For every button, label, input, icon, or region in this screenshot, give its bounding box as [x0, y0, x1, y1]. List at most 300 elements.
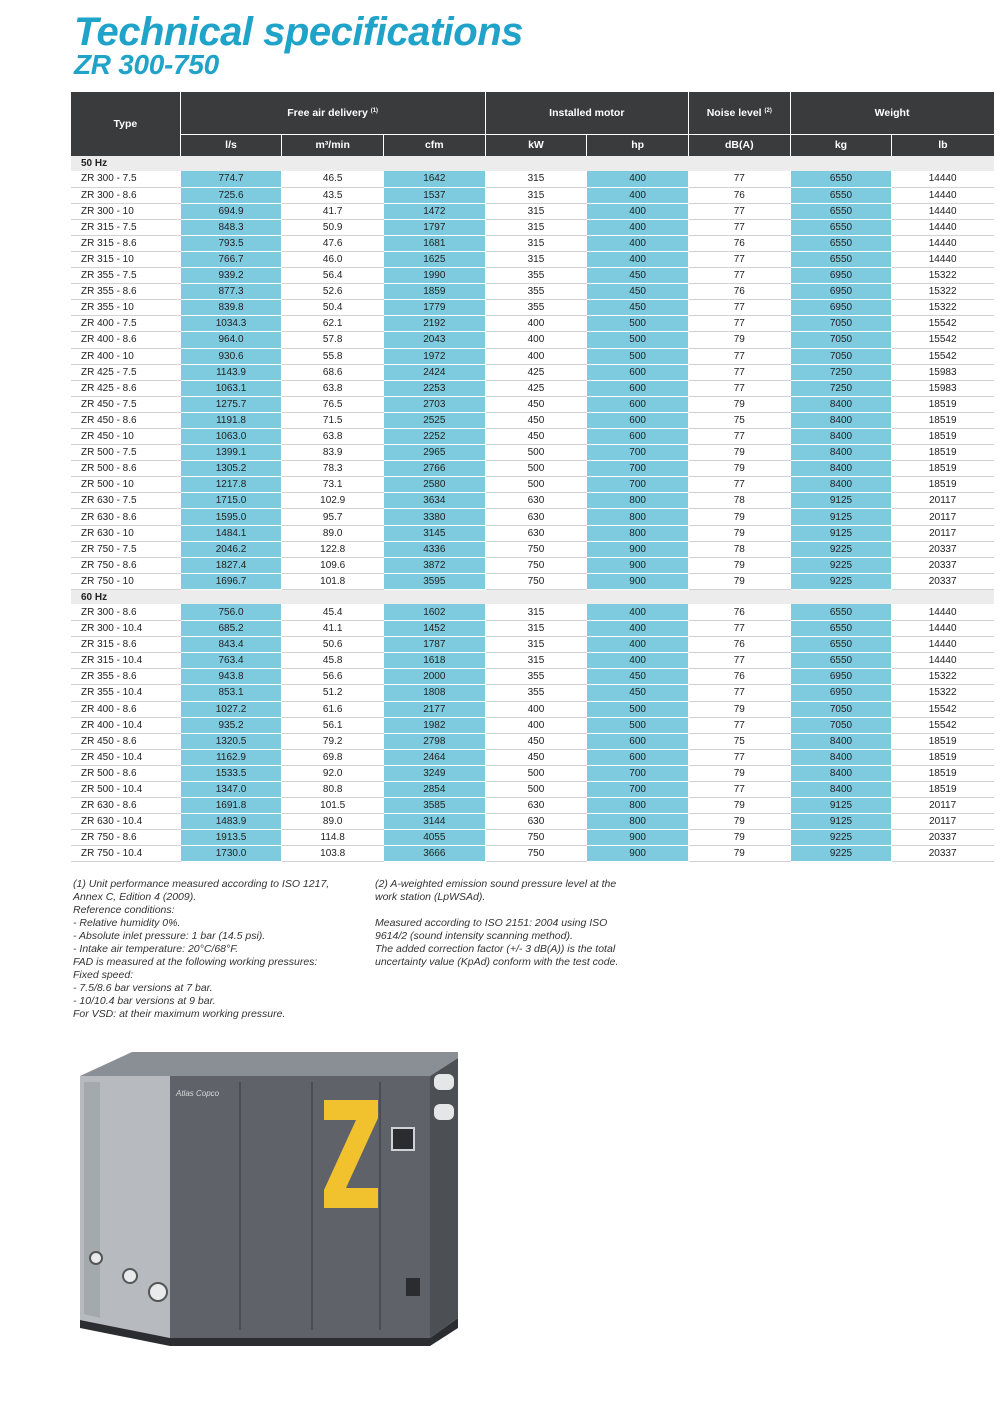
value-cell: 6950 — [790, 268, 892, 284]
value-cell: 41.1 — [282, 621, 384, 637]
value-cell: 315 — [485, 653, 587, 669]
value-cell: 1027.2 — [180, 701, 282, 717]
value-cell: 400 — [587, 171, 689, 187]
header-free-air-delivery: Free air delivery $^{(1)}$ — [180, 92, 485, 134]
value-cell: 77 — [688, 781, 790, 797]
table-row — [71, 332, 994, 348]
value-cell: 79 — [688, 509, 790, 525]
value-cell: 15542 — [892, 348, 994, 364]
value-cell: 800 — [587, 525, 689, 541]
model-type-cell: ZR 450 - 7.5 — [71, 396, 180, 412]
spec-table — [71, 92, 994, 862]
footnote-line: Measured according to ISO 2151: 2004 using ISO — [375, 917, 608, 929]
value-cell: 18519 — [892, 445, 994, 461]
unit-header: l/s — [180, 134, 282, 156]
model-type-cell: ZR 300 - 7.5 — [71, 171, 180, 187]
unit-header: hp — [587, 134, 689, 156]
value-cell: 630 — [485, 493, 587, 509]
model-type-cell: ZR 500 - 8.6 — [71, 461, 180, 477]
value-cell: 6950 — [790, 669, 892, 685]
value-cell: 43.5 — [282, 187, 384, 203]
value-cell: 1217.8 — [180, 477, 282, 493]
value-cell: 20337 — [892, 830, 994, 846]
value-cell: 18519 — [892, 765, 994, 781]
table-row — [71, 637, 994, 653]
value-cell: 2046.2 — [180, 541, 282, 557]
footnote-line: work station (LpWSAd). — [375, 891, 486, 903]
value-cell: 1034.3 — [180, 316, 282, 332]
value-cell: 1972 — [383, 348, 485, 364]
value-cell: 1483.9 — [180, 814, 282, 830]
value-cell: 3872 — [383, 557, 485, 573]
value-cell: 400 — [485, 348, 587, 364]
compressor-image — [70, 1048, 470, 1348]
model-type-cell: ZR 315 - 8.6 — [71, 235, 180, 251]
model-type-cell: ZR 355 - 8.6 — [71, 669, 180, 685]
value-cell: 800 — [587, 493, 689, 509]
value-cell: 8400 — [790, 461, 892, 477]
value-cell: 46.0 — [282, 251, 384, 267]
table-row — [71, 461, 994, 477]
table-row — [71, 477, 994, 493]
value-cell: 79 — [688, 461, 790, 477]
value-cell: 400 — [587, 251, 689, 267]
value-cell: 89.0 — [282, 814, 384, 830]
value-cell: 15542 — [892, 332, 994, 348]
value-cell: 15542 — [892, 717, 994, 733]
model-type-cell: ZR 750 - 10 — [71, 573, 180, 589]
value-cell: 15322 — [892, 685, 994, 701]
model-type-cell: ZR 500 - 10 — [71, 477, 180, 493]
value-cell: 76 — [688, 187, 790, 203]
value-cell: 2177 — [383, 701, 485, 717]
value-cell: 77 — [688, 477, 790, 493]
value-cell: 18519 — [892, 396, 994, 412]
value-cell: 18519 — [892, 733, 994, 749]
value-cell: 500 — [485, 477, 587, 493]
value-cell: 15322 — [892, 300, 994, 316]
value-cell: 400 — [587, 637, 689, 653]
value-cell: 69.8 — [282, 749, 384, 765]
header-weight: Weight — [790, 92, 993, 134]
value-cell: 400 — [485, 717, 587, 733]
unit-header: dB(A) — [688, 134, 790, 156]
model-type-cell: ZR 300 - 10.4 — [71, 621, 180, 637]
value-cell: 14440 — [892, 187, 994, 203]
value-cell: 3585 — [383, 798, 485, 814]
model-type-cell: ZR 315 - 7.5 — [71, 219, 180, 235]
control-display-icon — [392, 1128, 414, 1150]
value-cell: 315 — [485, 251, 587, 267]
value-cell: 7050 — [790, 332, 892, 348]
value-cell: 52.6 — [282, 284, 384, 300]
value-cell: 4336 — [383, 541, 485, 557]
table-row — [71, 781, 994, 797]
value-cell: 77 — [688, 749, 790, 765]
value-cell: 1305.2 — [180, 461, 282, 477]
value-cell: 1191.8 — [180, 412, 282, 428]
model-type-cell: ZR 315 - 8.6 — [71, 637, 180, 653]
value-cell: 8400 — [790, 429, 892, 445]
footnote-line: (1) Unit performance measured according to ISO 1217, — [73, 878, 330, 890]
value-cell: 18519 — [892, 429, 994, 445]
value-cell: 2766 — [383, 461, 485, 477]
footnote-line: For VSD: at their maximum working pressure. — [73, 1008, 286, 1020]
value-cell: 450 — [485, 733, 587, 749]
value-cell: 63.8 — [282, 429, 384, 445]
footnote-line: Fixed speed: — [73, 969, 134, 981]
value-cell: 9125 — [790, 798, 892, 814]
value-cell: 450 — [485, 429, 587, 445]
value-cell: 50.6 — [282, 637, 384, 653]
value-cell: 56.6 — [282, 669, 384, 685]
footnote-line: The added correction factor (+/- 3 dB(A)) is the total — [375, 943, 616, 955]
table-row — [71, 717, 994, 733]
value-cell: 853.1 — [180, 685, 282, 701]
value-cell: 114.8 — [282, 830, 384, 846]
table-row — [71, 364, 994, 380]
value-cell: 1162.9 — [180, 749, 282, 765]
model-type-cell: ZR 750 - 10.4 — [71, 846, 180, 862]
value-cell: 15983 — [892, 364, 994, 380]
value-cell: 315 — [485, 171, 587, 187]
table-row — [71, 348, 994, 364]
value-cell: 14440 — [892, 621, 994, 637]
value-cell: 9225 — [790, 846, 892, 862]
model-type-cell: ZR 315 - 10.4 — [71, 653, 180, 669]
value-cell: 15983 — [892, 380, 994, 396]
value-cell: 75 — [688, 412, 790, 428]
value-cell: 18519 — [892, 412, 994, 428]
footnote-line: (2) A-weighted emission sound pressure level at the — [375, 878, 617, 890]
value-cell: 315 — [485, 621, 587, 637]
value-cell: 500 — [485, 445, 587, 461]
value-cell: 3666 — [383, 846, 485, 862]
value-cell: 1484.1 — [180, 525, 282, 541]
value-cell: 8400 — [790, 396, 892, 412]
value-cell: 750 — [485, 830, 587, 846]
value-cell: 6950 — [790, 685, 892, 701]
value-cell: 355 — [485, 669, 587, 685]
model-type-cell: ZR 630 - 8.6 — [71, 509, 180, 525]
table-row — [71, 284, 994, 300]
model-type-cell: ZR 400 - 8.6 — [71, 701, 180, 717]
value-cell: 400 — [587, 235, 689, 251]
table-row — [71, 316, 994, 332]
value-cell: 1625 — [383, 251, 485, 267]
model-type-cell: ZR 400 - 10 — [71, 348, 180, 364]
value-cell: 750 — [485, 846, 587, 862]
model-type-cell: ZR 750 - 7.5 — [71, 541, 180, 557]
value-cell: 1533.5 — [180, 765, 282, 781]
value-cell: 76.5 — [282, 396, 384, 412]
table-row — [71, 573, 994, 589]
value-cell: 1982 — [383, 717, 485, 733]
value-cell: 79 — [688, 396, 790, 412]
table-row — [71, 268, 994, 284]
model-type-cell: ZR 425 - 8.6 — [71, 380, 180, 396]
value-cell: 6550 — [790, 604, 892, 620]
footnote-line: - 7.5/8.6 bar versions at 7 bar. — [73, 982, 213, 994]
value-cell: 930.6 — [180, 348, 282, 364]
footnotes-left — [73, 878, 363, 1021]
value-cell: 600 — [587, 364, 689, 380]
section-label: 60 Hz — [71, 589, 994, 604]
value-cell: 61.6 — [282, 701, 384, 717]
footnote-line: Reference conditions: — [73, 904, 175, 916]
model-type-cell: ZR 630 - 10 — [71, 525, 180, 541]
value-cell: 843.4 — [180, 637, 282, 653]
value-cell: 400 — [587, 604, 689, 620]
value-cell: 14440 — [892, 637, 994, 653]
value-cell: 79 — [688, 798, 790, 814]
table-row — [71, 685, 994, 701]
value-cell: 101.8 — [282, 573, 384, 589]
value-cell: 71.5 — [282, 412, 384, 428]
table-row — [71, 525, 994, 541]
value-cell: 79 — [688, 830, 790, 846]
value-cell: 109.6 — [282, 557, 384, 573]
value-cell: 600 — [587, 380, 689, 396]
value-cell: 2965 — [383, 445, 485, 461]
table-row — [71, 203, 994, 219]
value-cell: 55.8 — [282, 348, 384, 364]
compressor-front — [170, 1076, 430, 1338]
table-row — [71, 235, 994, 251]
value-cell: 9125 — [790, 814, 892, 830]
table-row — [71, 187, 994, 203]
value-cell: 77 — [688, 685, 790, 701]
unit-header: kg — [790, 134, 892, 156]
value-cell: 900 — [587, 573, 689, 589]
value-cell: 8400 — [790, 412, 892, 428]
value-cell: 400 — [485, 332, 587, 348]
value-cell: 103.8 — [282, 846, 384, 862]
value-cell: 101.5 — [282, 798, 384, 814]
value-cell: 45.8 — [282, 653, 384, 669]
model-type-cell: ZR 500 - 8.6 — [71, 765, 180, 781]
table-row — [71, 765, 994, 781]
model-type-cell: ZR 425 - 7.5 — [71, 364, 180, 380]
value-cell: 1602 — [383, 604, 485, 620]
value-cell: 9225 — [790, 830, 892, 846]
value-cell: 9125 — [790, 509, 892, 525]
value-cell: 1063.0 — [180, 429, 282, 445]
value-cell: 1827.4 — [180, 557, 282, 573]
value-cell: 80.8 — [282, 781, 384, 797]
value-cell: 20117 — [892, 798, 994, 814]
value-cell: 63.8 — [282, 380, 384, 396]
value-cell: 50.9 — [282, 219, 384, 235]
value-cell: 7050 — [790, 717, 892, 733]
value-cell: 20337 — [892, 541, 994, 557]
footnote-line: - Absolute inlet pressure: 1 bar (14.5 psi). — [73, 930, 266, 942]
value-cell: 7250 — [790, 364, 892, 380]
value-cell: 7050 — [790, 316, 892, 332]
table-row — [71, 814, 994, 830]
value-cell: 62.1 — [282, 316, 384, 332]
value-cell: 18519 — [892, 749, 994, 765]
value-cell: 1808 — [383, 685, 485, 701]
value-cell: 450 — [587, 284, 689, 300]
value-cell: 6550 — [790, 637, 892, 653]
value-cell: 315 — [485, 637, 587, 653]
value-cell: 839.8 — [180, 300, 282, 316]
brand-label: Atlas Copco — [176, 1089, 220, 1098]
footnote-line: - Relative humidity 0%. — [73, 917, 181, 929]
value-cell: 76 — [688, 235, 790, 251]
value-cell: 500 — [587, 348, 689, 364]
model-type-cell: ZR 400 - 10.4 — [71, 717, 180, 733]
header-type: Type — [71, 92, 180, 156]
value-cell: 700 — [587, 445, 689, 461]
value-cell: 79.2 — [282, 733, 384, 749]
unit-header: cfm — [383, 134, 485, 156]
value-cell: 1730.0 — [180, 846, 282, 862]
value-cell: 9125 — [790, 525, 892, 541]
value-cell: 14440 — [892, 203, 994, 219]
value-cell: 500 — [485, 765, 587, 781]
value-cell: 79 — [688, 525, 790, 541]
value-cell: 939.2 — [180, 268, 282, 284]
model-type-cell: ZR 630 - 7.5 — [71, 493, 180, 509]
value-cell: 77 — [688, 203, 790, 219]
value-cell: 8400 — [790, 445, 892, 461]
value-cell: 6550 — [790, 235, 892, 251]
value-cell: 79 — [688, 332, 790, 348]
value-cell: 600 — [587, 733, 689, 749]
table-row — [71, 300, 994, 316]
value-cell: 77 — [688, 653, 790, 669]
model-type-cell: ZR 450 - 8.6 — [71, 733, 180, 749]
value-cell: 9225 — [790, 573, 892, 589]
value-cell: 1913.5 — [180, 830, 282, 846]
table-row — [71, 509, 994, 525]
value-cell: 18519 — [892, 781, 994, 797]
value-cell: 79 — [688, 573, 790, 589]
value-cell: 8400 — [790, 765, 892, 781]
value-cell: 15322 — [892, 669, 994, 685]
value-cell: 6550 — [790, 251, 892, 267]
value-cell: 9125 — [790, 493, 892, 509]
table-row — [71, 219, 994, 235]
value-cell: 600 — [587, 749, 689, 765]
value-cell: 14440 — [892, 171, 994, 187]
value-cell: 1537 — [383, 187, 485, 203]
value-cell: 943.8 — [180, 669, 282, 685]
value-cell: 77 — [688, 380, 790, 396]
value-cell: 800 — [587, 509, 689, 525]
value-cell: 2192 — [383, 316, 485, 332]
value-cell: 500 — [485, 781, 587, 797]
value-cell: 700 — [587, 461, 689, 477]
value-cell: 77 — [688, 717, 790, 733]
value-cell: 2252 — [383, 429, 485, 445]
value-cell: 41.7 — [282, 203, 384, 219]
value-cell: 1787 — [383, 637, 485, 653]
value-cell: 6950 — [790, 284, 892, 300]
value-cell: 15542 — [892, 701, 994, 717]
value-cell: 4055 — [383, 830, 485, 846]
value-cell: 8400 — [790, 749, 892, 765]
table-row — [71, 380, 994, 396]
value-cell: 78.3 — [282, 461, 384, 477]
value-cell: 76 — [688, 284, 790, 300]
value-cell: 15322 — [892, 268, 994, 284]
value-cell: 9225 — [790, 541, 892, 557]
value-cell: 46.5 — [282, 171, 384, 187]
table-row — [71, 445, 994, 461]
value-cell: 50.4 — [282, 300, 384, 316]
table-row — [71, 251, 994, 267]
value-cell: 7050 — [790, 701, 892, 717]
value-cell: 600 — [587, 412, 689, 428]
value-cell: 2580 — [383, 477, 485, 493]
value-cell: 6550 — [790, 203, 892, 219]
value-cell: 2043 — [383, 332, 485, 348]
value-cell: 2854 — [383, 781, 485, 797]
value-cell: 6550 — [790, 219, 892, 235]
value-cell: 78 — [688, 541, 790, 557]
value-cell: 3634 — [383, 493, 485, 509]
value-cell: 2464 — [383, 749, 485, 765]
value-cell: 9225 — [790, 557, 892, 573]
value-cell: 700 — [587, 781, 689, 797]
value-cell: 83.9 — [282, 445, 384, 461]
value-cell: 6550 — [790, 653, 892, 669]
model-type-cell: ZR 630 - 10.4 — [71, 814, 180, 830]
footnote-line: Annex C, Edition 4 (2009). — [73, 891, 197, 903]
value-cell: 450 — [485, 412, 587, 428]
value-cell: 75 — [688, 733, 790, 749]
page-subtitle: ZR 300-750 — [74, 49, 219, 80]
model-type-cell: ZR 300 - 8.6 — [71, 187, 180, 203]
value-cell: 20117 — [892, 525, 994, 541]
value-cell: 14440 — [892, 219, 994, 235]
value-cell: 500 — [587, 332, 689, 348]
value-cell: 964.0 — [180, 332, 282, 348]
footnote-line: - 10/10.4 bar versions at 9 bar. — [73, 995, 216, 1007]
value-cell: 76 — [688, 604, 790, 620]
value-cell: 47.6 — [282, 235, 384, 251]
value-cell: 3145 — [383, 525, 485, 541]
model-type-cell: ZR 400 - 8.6 — [71, 332, 180, 348]
table-row — [71, 493, 994, 509]
value-cell: 900 — [587, 541, 689, 557]
value-cell: 1642 — [383, 171, 485, 187]
model-type-cell: ZR 400 - 7.5 — [71, 316, 180, 332]
page-title: Technical specifications — [74, 10, 523, 54]
value-cell: 763.4 — [180, 653, 282, 669]
value-cell: 7050 — [790, 348, 892, 364]
value-cell: 8400 — [790, 477, 892, 493]
value-cell: 600 — [587, 429, 689, 445]
section-label: 50 Hz — [71, 156, 994, 171]
footnote-line: - Intake air temperature: 20°C/68°F. — [73, 943, 239, 955]
value-cell: 756.0 — [180, 604, 282, 620]
value-cell: 79 — [688, 846, 790, 862]
value-cell: 1696.7 — [180, 573, 282, 589]
value-cell: 20117 — [892, 509, 994, 525]
value-cell: 89.0 — [282, 525, 384, 541]
footnote-line: 9614/2 (sound intensity scanning method). — [375, 930, 573, 942]
value-cell: 2000 — [383, 669, 485, 685]
value-cell: 20337 — [892, 846, 994, 862]
value-cell: 1275.7 — [180, 396, 282, 412]
value-cell: 725.6 — [180, 187, 282, 203]
footnotes-right — [375, 878, 665, 969]
table-row — [71, 429, 994, 445]
